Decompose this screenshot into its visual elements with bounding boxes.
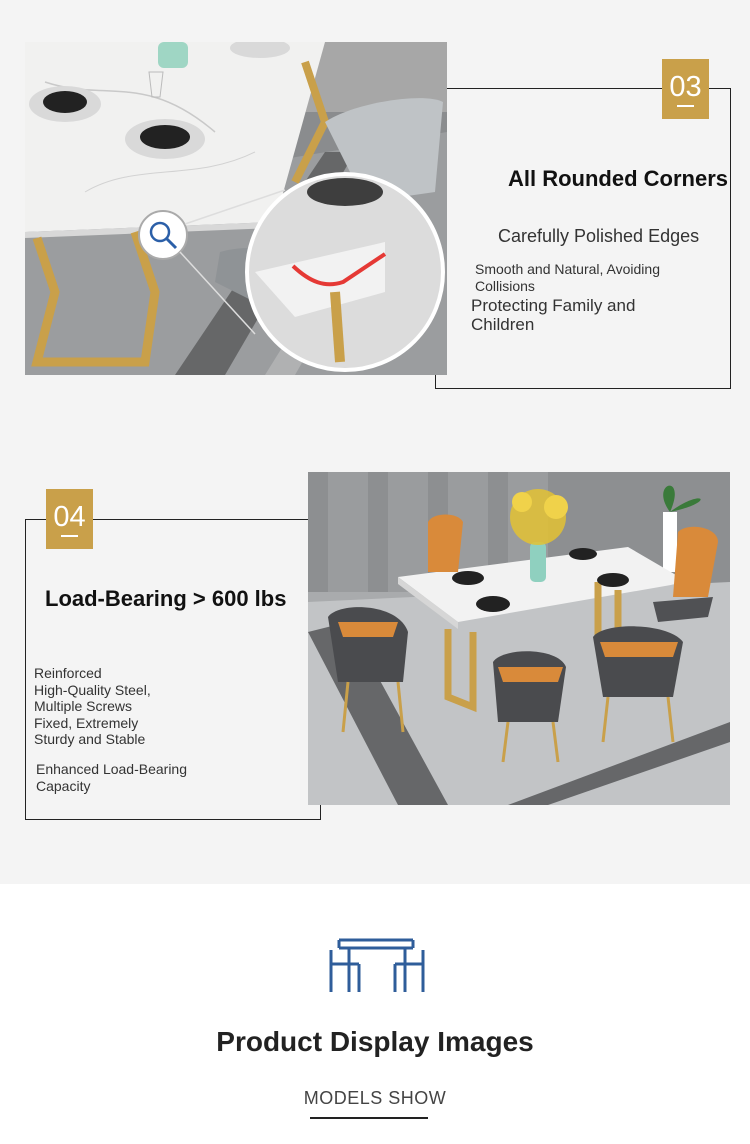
dining-set-photo <box>308 472 730 805</box>
desc-line: Reinforced <box>34 665 102 681</box>
desc-line: High-Quality Steel, <box>34 681 151 698</box>
dining-table-icon <box>329 936 425 999</box>
feature-number-badge-03 <box>662 59 709 119</box>
feature-number: 04 <box>53 500 86 533</box>
feature-description-protecting: Protecting Family and Children <box>471 296 636 334</box>
rounded-corner-photo <box>25 42 447 375</box>
feature-description-reinforced <box>34 665 234 748</box>
feature-description-smooth: Smooth and Natural, Avoiding Collisions <box>475 261 660 294</box>
feature-title-load-bearing: Load-Bearing > 600 lbs <box>45 586 287 611</box>
badge-underline <box>61 535 78 537</box>
desc-line: Sturdy and Stable <box>34 731 146 747</box>
section-subtitle: MODELS SHOW <box>303 1088 447 1108</box>
section-title: Product Display Images <box>216 1026 534 1057</box>
feature-number: 03 <box>669 70 702 103</box>
desc-line: Multiple Screws <box>34 698 133 714</box>
badge-underline <box>677 105 694 107</box>
subtitle-underline <box>310 1117 428 1119</box>
feature-number-badge-04 <box>46 489 93 549</box>
feature-description-enhanced <box>36 761 236 794</box>
desc-line: Fixed, Extremely <box>34 714 139 731</box>
feature-title-rounded-corners: All Rounded Corners <box>507 166 728 191</box>
desc-line: Capacity <box>36 777 91 794</box>
feature-subtitle-polished-edges: Carefully Polished Edges <box>498 226 700 246</box>
desc-line: Enhanced Load-Bearing <box>36 761 188 777</box>
product-display-header <box>0 884 750 1144</box>
